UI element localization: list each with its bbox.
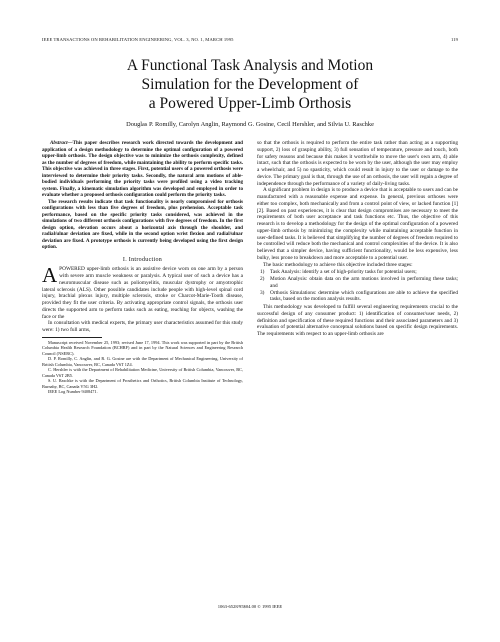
footnote-rule (42, 337, 102, 338)
abstract-lead: Abstract— (50, 140, 73, 146)
right-column (257, 140, 458, 338)
abstract (42, 140, 243, 251)
footnote: D. P. Romilly, C. Anglin, and R. G. Gosine are with the Department of Mechanical Engineering, University of British Columbia, Vancouver, BC, Canada V6T 1Z4. (42, 356, 243, 367)
title-line: A Functional Task Analysis and Motion (126, 57, 374, 74)
footnote: IEEE Log Number 9408471. (48, 389, 98, 395)
list-item: 2) Motion Analysis: obtain data on the arm motions involved in performing these tasks; and (260, 276, 458, 289)
footnotes (42, 340, 243, 395)
title-line: a Powered Upper-Limb Orthosis (148, 95, 352, 112)
list-item: 1) Task Analysis: identify a set of high-priority tasks for potential users; (260, 269, 417, 276)
journal-header: IEEE TRANSACTIONS ON REHABILITATION ENGINEERING, VOL. 3, NO. 1, MARCH 1995 (42, 37, 234, 42)
running-header (42, 37, 458, 42)
body-paragraph: This methodology was developed to fulfill several engineering requirements crucial to the successful design of any consumer product: 1) identification of consumer/user needs, 2) definition and specification of these required functions and their associated parameters and 3) evaluation of potential alternative conceptual solutions based on specific design requirements. The requirements with respect to an upper-limb orthosis are (257, 304, 458, 337)
intro-paragraph-2: In consultation with medical experts, the primary user characteristics assumed for this study were: 1) two full arms, (42, 320, 243, 333)
copyright-footer: 1063-6528/95$04.00 © 1995 IEEE (217, 604, 283, 609)
footnote: Manuscript received November 25, 1993; revised June 17, 1994. This work was supported in part by the British Columbia Health Research Foundation (BCHRF) and in part by the Natural Sciences and Engineering Research Council (NSERC). (42, 339, 243, 356)
list-item: 3) Orthosis Simulations: determine which configurations are able to achieve the specified tasks, based on the motion analysis results. (260, 289, 458, 303)
left-column (42, 140, 243, 395)
body-paragraph: The basic methodology to achieve this objective included three stages: (263, 261, 413, 268)
footnote: S. U. Raschke is with the Department of Prosthetics and Orthotics, British Columbia Institute of Technology, Burnaby, BC, Canada V5G 3H2. (42, 378, 243, 389)
footnote: C. Hershler is with the Department of Rehabilitation Medicine, University of British Columbia, Vancouver, BC, Canada V6T 2B5. (42, 367, 243, 378)
author-list: Douglas P. Romilly, Carolyn Anglin, Raymond G. Gosine, Cecil Hershler, and Silvia U. Raschke (126, 121, 374, 128)
page-number: 119 (450, 37, 458, 42)
abstract-text-2: The research results indicate that task functionality is nearly compromised for orthosis configurations with less than five degrees of freedom, plus prehension. Acceptable task performance, based on the specific priority tasks considered, was achieved in the simulations of two different orthosis configurations with five degrees of freedom. In the first design option, elevation occurs about a horizontal axis through the shoulder, and radial/ulnar deviation are fixed, while in the second option wrist flexion and radial/ulnar deviation are fixed. A prototype orthosis is currently being developed using the first design option. (42, 198, 243, 250)
body-paragraph: so that the orthosis is required to perform the entire task rather than acting as a supporting support, 2) loss of grasping ability, 3) full sensation of temperature, pressure and touch, both for safety reasons and because this makes it worthwhile to move the user's own arm, 4) able intact, such that the orthosis is expected to be worn by the user, although the user may employ a wheelchair, and 5) no spasticity, which could result in injury to the user or damage to the device. The primary goal is that, through the use of an orthosis, the user will regain a degree of independence through the performance of a variety of daily-living tasks. (257, 140, 458, 187)
title-line: Simulation for the Development of (141, 76, 359, 93)
intro-paragraph (42, 263, 243, 320)
stage-list (257, 269, 458, 303)
intro-text: POWERED upper-limb orthosis is an assistive device worn on one arm by a person with severe arm muscle weakness or paralysis. A typical user of such a device has a neuromuscular disease such as poliomyelitis, muscular dystrophy or amyotrophic lateral sclerosis (ALS). Other possible candidates include people with high-level spinal cord injury, brachial plexus injury, multiple sclerosis, stroke or Charcot-Marie-Tooth disease, provided they fit the user criteria. By activating appropriate control signals, the orthosis user directs the supported arm to perform tasks such as eating, reaching for objects, washing the face or the (42, 266, 243, 320)
paper-title (42, 56, 458, 113)
abstract-text: This paper describes research work directed towards the development and application of a design methodology to determine the optimal configuration of a powered upper-limb orthosis. The design objective was to minimize the orthosis complexity, defined as the number of degrees of freedom, while maintaining the ability to perform specific tasks. This objective was achieved in three stages. First, potential users of a powered orthosis were interviewed to determine their priority tasks. Secondly, the natural arm motions of able-bodied individuals performing the priority tasks were profiled using a video tracking system. Finally, a kinematic simulation algorithm was developed and employed in order to evaluate whether a proposed orthosis configuration could perform the priority tasks. (42, 140, 243, 198)
section-heading: I. Introduction (122, 256, 163, 263)
drop-cap: A (42, 263, 58, 288)
body-paragraph: A significant problem in design is to produce a device that is acceptable to users and can be manufactured with a reasonable expense and expense. In general, previous orthoses were either too complex, both mechanically and from a control point of view, or lacked function [1] [2]. Based on past experiences, it is clear that design compromises are necessary to meet the requirements of both user acceptance and task functions etc. Thus, the objective of this research is to develop a methodology for the design of the optimal configuration of a powered upper-limb orthosis by minimizing the complexity while maintaining acceptable function in user-defined tasks. It is believed that simplifying the number of degrees of freedom required to be controlled will reduce both the mechanical and control complexities of the device. It is also believed that a simpler device, having sufficient functionality, would be less expensive, less bulky, less prone to breakdown and more acceptable to a potential user. (257, 187, 458, 261)
